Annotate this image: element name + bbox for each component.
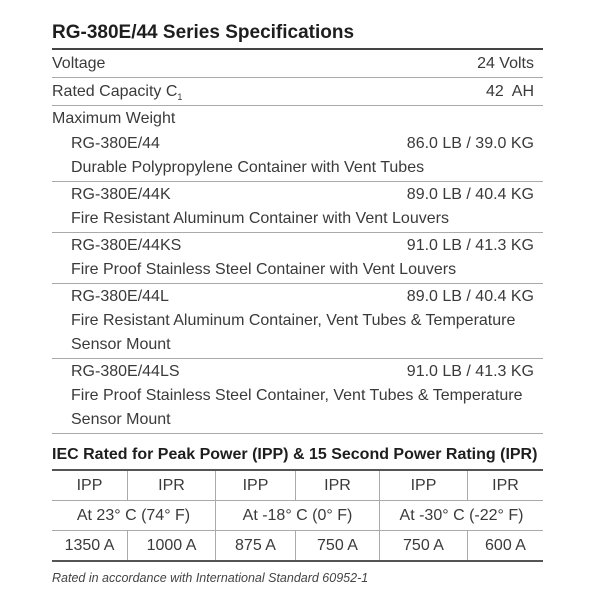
value-cell: 1350 A [52, 531, 128, 562]
header-cell: IPP [380, 471, 468, 501]
model-head [71, 285, 534, 309]
specifications-section [52, 18, 543, 434]
model-row [52, 284, 543, 359]
condition-cell: At -30° C (-22° F) [380, 501, 544, 531]
model-row [52, 182, 543, 233]
header-cell: IPR [468, 471, 544, 501]
model-description: Fire Proof Stainless Steel Container, Vent Tubes & Temperature Sensor Mount [71, 387, 523, 428]
page-title: RG-380E/44 Series Specifications [52, 18, 543, 50]
spec-row-voltage [52, 50, 543, 78]
model-description: Fire Proof Stainless Steel Container with Vent Louvers [71, 261, 457, 278]
model-row [52, 233, 543, 284]
spec-label-text: Rated Capacity C [52, 83, 178, 100]
spec-value: 24 Volts [477, 55, 534, 72]
model-head [71, 234, 534, 258]
model-description: Durable Polypropylene Container with Vent Tubes [71, 159, 425, 176]
condition-cell: At -18° C (0° F) [216, 501, 380, 531]
iec-title: IEC Rated for Peak Power (IPP) & 15 Second Power Rating (IPR) [52, 443, 543, 471]
spec-label: Maximum Weight [52, 110, 176, 127]
iec-section [52, 443, 543, 585]
spec-value: 42 AH [485, 83, 534, 100]
condition-cell: At 23° C (74° F) [52, 501, 216, 531]
value-cell: 750 A [380, 531, 468, 562]
value-cell: 1000 A [128, 531, 216, 562]
model-name: RG-380E/44 [71, 135, 160, 152]
subscript: 1 [177, 92, 183, 103]
spec-label: Voltage [52, 55, 106, 72]
model-head [71, 132, 534, 156]
model-name: RG-380E/44L [71, 288, 169, 305]
header-cell: IPR [296, 471, 380, 501]
model-row [52, 359, 543, 434]
condition-row [52, 501, 543, 531]
spec-label [52, 78, 182, 105]
model-head [71, 183, 534, 207]
model-name: RG-380E/44LS [71, 363, 180, 380]
header-cell: IPP [52, 471, 128, 501]
value-cell: 875 A [216, 531, 296, 562]
spec-row-capacity [52, 78, 543, 106]
model-name: RG-380E/44KS [71, 237, 182, 254]
model-description: Fire Resistant Aluminum Container, Vent Tubes & Temperature Sensor Mount [71, 312, 516, 353]
header-row [52, 471, 543, 501]
value-cell: 750 A [296, 531, 380, 562]
model-row [52, 131, 543, 182]
model-name: RG-380E/44K [71, 186, 171, 203]
model-weight: 89.0 LB / 40.4 KG [406, 186, 534, 203]
model-description: Fire Resistant Aluminum Container with Vent Louvers [71, 210, 449, 227]
footnote: Rated in accordance with International Standard 60952-1 [52, 571, 369, 585]
value-row [52, 531, 543, 562]
model-weight: 86.0 LB / 39.0 KG [406, 135, 534, 152]
model-weight: 91.0 LB / 41.3 KG [406, 363, 534, 380]
spec-row-weight [52, 106, 543, 131]
header-cell: IPR [128, 471, 216, 501]
header-cell: IPP [216, 471, 296, 501]
model-head [71, 360, 534, 384]
model-weight: 91.0 LB / 41.3 KG [406, 237, 534, 254]
model-weight: 89.0 LB / 40.4 KG [406, 288, 534, 305]
value-cell: 600 A [468, 531, 544, 562]
iec-table [52, 471, 543, 562]
